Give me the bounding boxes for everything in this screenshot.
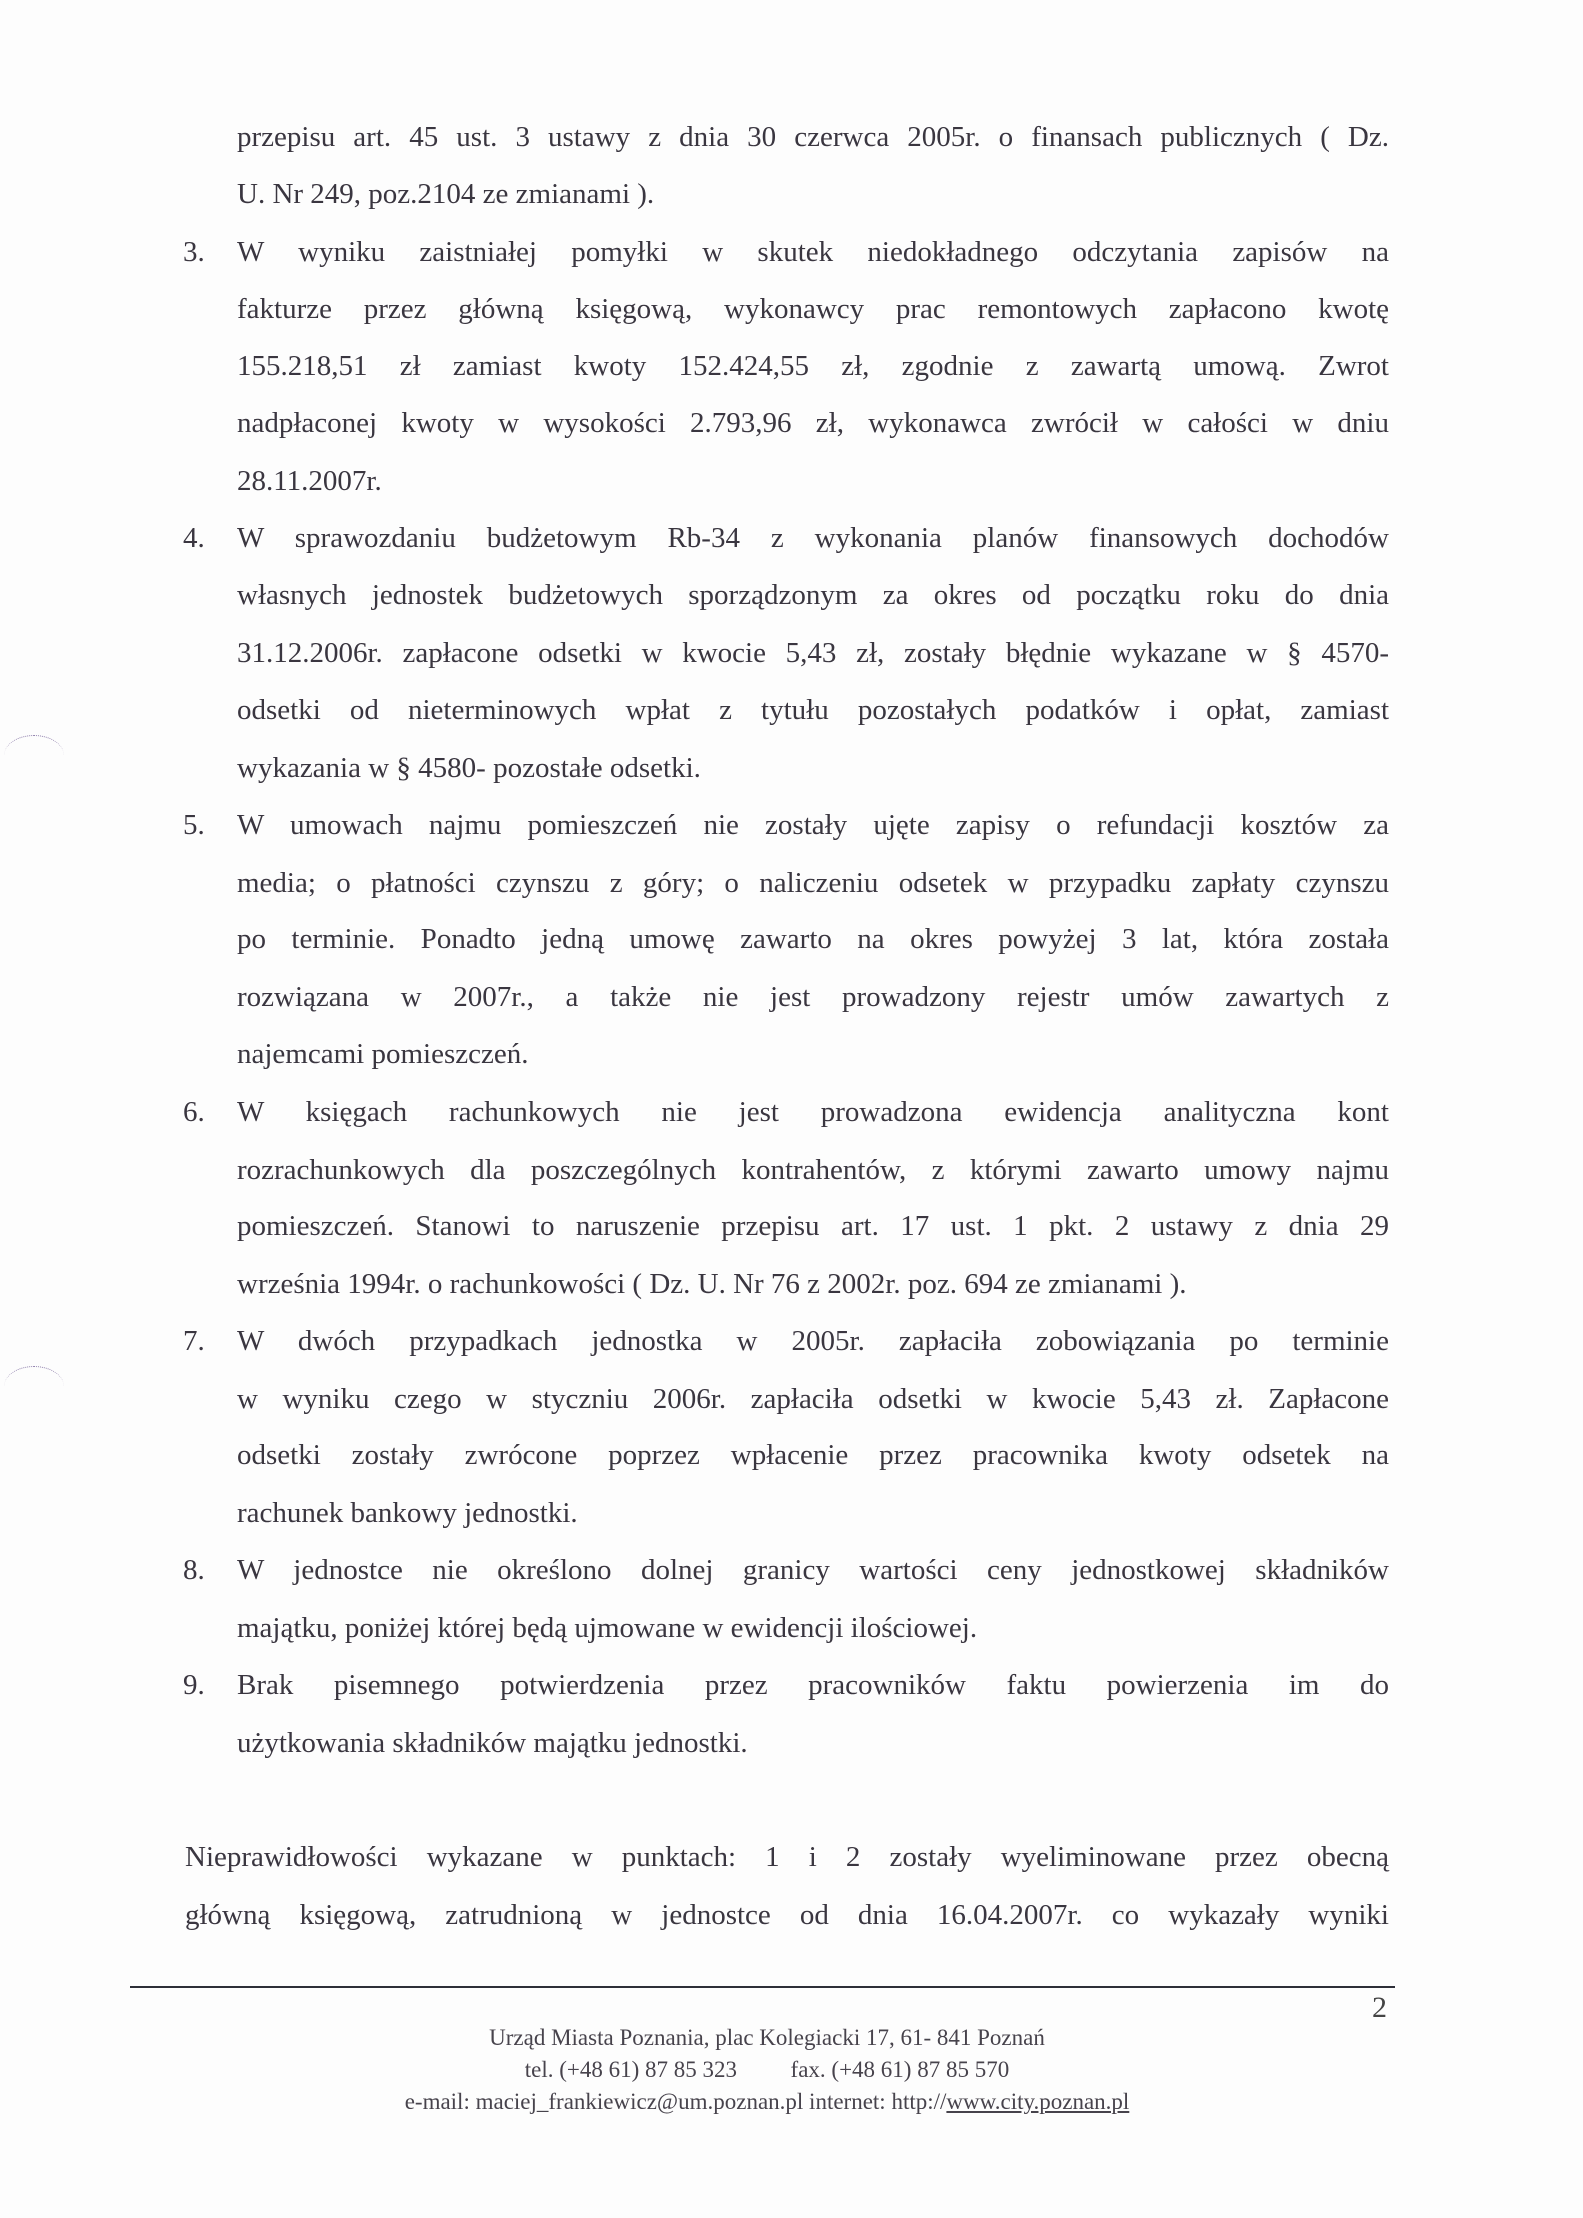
text-line: główną księgową, zatrudnioną w jednostce od dnia 16.04.2007r. co wykazały wyniki <box>185 1899 1389 1931</box>
text-line: pomieszczeń. Stanowi to naruszenie przepisu art. 17 ust. 1 pkt. 2 ustawy z dnia 29 <box>237 1210 1389 1242</box>
text-line: rachunek bankowy jednostki. <box>237 1497 578 1529</box>
text-line: września 1994r. o rachunkowości ( Dz. U. Nr 76 z 2002r. poz. 694 ze zmianami ). <box>237 1268 1187 1300</box>
text-line: fakturze przez główną księgową, wykonawcy prac remontowych zapłacono kwotę <box>237 293 1389 325</box>
page-number: 2 <box>1372 1991 1387 2024</box>
footer-phone: tel. (+48 61) 87 85 323 <box>524 2057 738 2082</box>
punch-hole-mark <box>4 735 64 776</box>
text-line: użytkowania składników majątku jednostki. <box>237 1727 748 1759</box>
list-number: 7. <box>183 1325 205 1357</box>
text-line: 155.218,51 zł zamiast kwoty 152.424,55 zł, zgodnie z zawartą umową. Zwrot <box>237 350 1389 382</box>
text-line: odsetki zostały zwrócone poprzez wpłacenie przez pracownika kwoty odsetek na <box>237 1439 1389 1471</box>
text-line: w wyniku czego w styczniu 2006r. zapłaciła odsetki w kwocie 5,43 zł. Zapłacone <box>237 1383 1389 1415</box>
list-number: 3. <box>183 236 205 268</box>
text-line: rozrachunkowych dla poszczególnych kontrahentów, z którymi zawarto umowy najmu <box>237 1154 1389 1186</box>
text-line: po terminie. Ponadto jedną umowę zawarto na okres powyżej 3 lat, która została <box>237 923 1389 955</box>
list-number: 5. <box>183 809 205 841</box>
list-number: 4. <box>183 522 205 554</box>
text-line: 31.12.2006r. zapłacone odsetki w kwocie 5,43 zł, zostały błędnie wykazane w § 4570- <box>237 637 1389 669</box>
list-number: 6. <box>183 1096 205 1128</box>
footer-fax: fax. (+48 61) 87 85 570 <box>790 2057 1010 2082</box>
text-line: Nieprawidłowości wykazane w punktach: 1 i 2 zostały wyeliminowane przez obecną <box>185 1841 1389 1873</box>
list-number: 9. <box>183 1669 205 1701</box>
text-line: rozwiązana w 2007r., a także nie jest prowadzony rejestr umów zawartych z <box>237 981 1389 1013</box>
text-line: wykazania w § 4580- pozostałe odsetki. <box>237 752 701 784</box>
text-line: media; o płatności czynszu z góry; o naliczeniu odsetek w przypadku zapłaty czynszu <box>237 867 1389 899</box>
text-line: odsetki od nieterminowych wpłat z tytułu pozostałych podatków i opłat, zamiast <box>237 694 1389 726</box>
text-line: 28.11.2007r. <box>237 465 382 497</box>
list-number: 8. <box>183 1554 205 1586</box>
footer-email-web <box>300 2087 1234 2117</box>
text-line: W umowach najmu pomieszczeń nie zostały ujęte zapisy o refundacji kosztów za <box>237 809 1389 841</box>
footer-address: Urząd Miasta Poznania, plac Kolegiacki 17, 61- 841 Poznań <box>489 2025 1045 2050</box>
punch-hole-mark <box>4 1366 64 1407</box>
text-line: własnych jednostek budżetowych sporządzonym za okres od początku roku do dnia <box>237 579 1389 611</box>
text-line: W sprawozdaniu budżetowym Rb-34 z wykonania planów finansowych dochodów <box>237 522 1389 554</box>
text-line: nadpłaconej kwoty w wysokości 2.793,96 zł, wykonawca zwrócił w całości w dniu <box>237 407 1389 439</box>
text-line: W wyniku zaistniałej pomyłki w skutek niedokładnego odczytania zapisów na <box>237 236 1389 268</box>
text-line: W jednostce nie określono dolnej granicy wartości ceny jednostkowej składników <box>237 1554 1389 1586</box>
text-line: przepisu art. 45 ust. 3 ustawy z dnia 30 czerwca 2005r. o finansach publicznych ( Dz. <box>237 121 1389 153</box>
website-link[interactable]: www.city.poznan.pl <box>946 2089 1130 2114</box>
footer-email: e-mail: maciej_frankiewicz@um.poznan.pl internet: http:// <box>404 2089 947 2114</box>
text-line: najemcami pomieszczeń. <box>237 1038 529 1070</box>
text-line: majątku, poniżej której będą ujmowane w ewidencji ilościowej. <box>237 1612 978 1644</box>
text-line: W dwóch przypadkach jednostka w 2005r. zapłaciła zobowiązania po terminie <box>237 1325 1389 1357</box>
footer-divider <box>130 1986 1395 1988</box>
text-line: W księgach rachunkowych nie jest prowadzona ewidencja analityczna kont <box>237 1096 1389 1128</box>
text-line: U. Nr 249, poz.2104 ze zmianami ). <box>237 178 655 210</box>
text-line: Brak pisemnego potwierdzenia przez pracowników faktu powierzenia im do <box>237 1669 1389 1701</box>
footer-contact <box>300 2055 1234 2085</box>
